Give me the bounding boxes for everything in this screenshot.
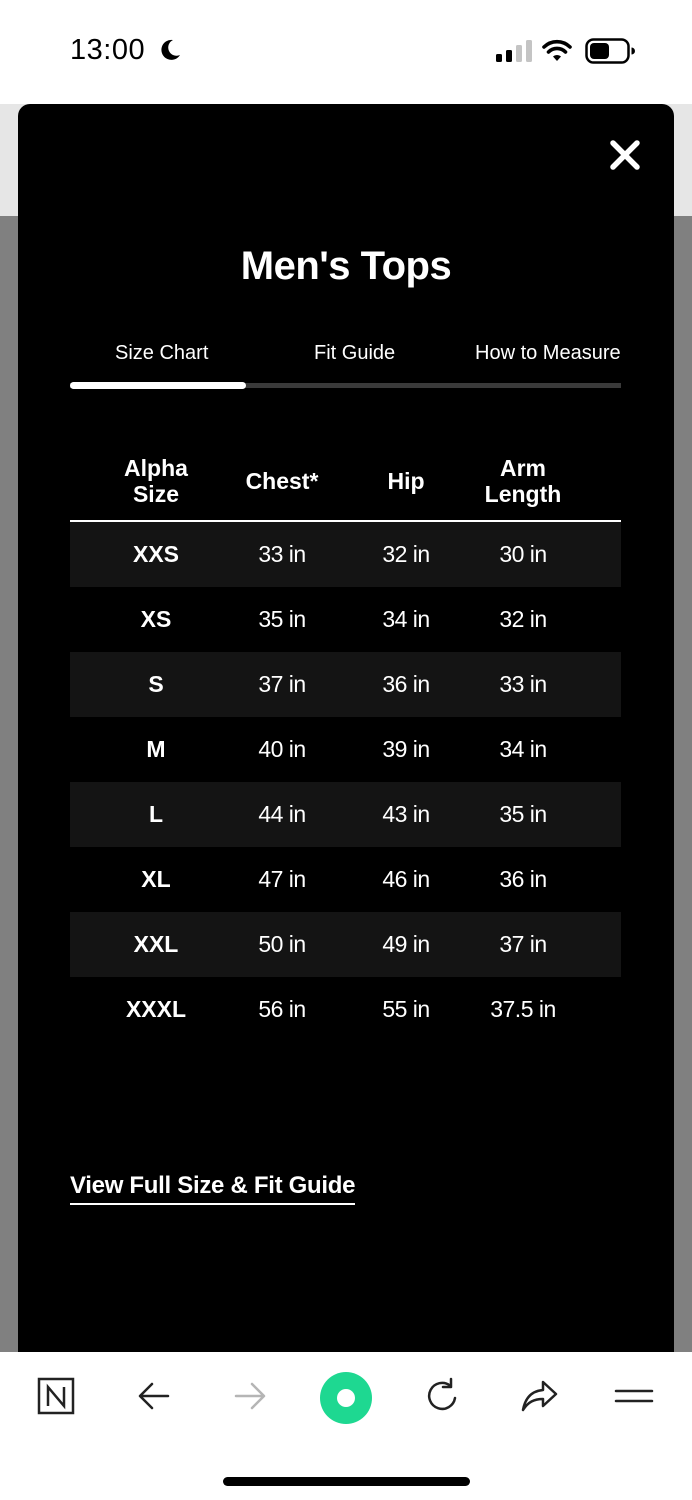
- header-alpha-line1: Alpha: [124, 455, 188, 481]
- assistant-icon: [319, 1371, 373, 1425]
- header-arm-line2: Length: [484, 481, 562, 507]
- cell-chest: 44 in: [258, 801, 306, 827]
- cell-size: L: [148, 801, 164, 827]
- cell-chest: 37 in: [258, 671, 306, 697]
- cell-size: XXS: [132, 541, 180, 567]
- cell-arm: 37.5 in: [490, 996, 556, 1022]
- status-time: 13:00: [70, 34, 146, 66]
- cell-chest: 56 in: [258, 996, 306, 1022]
- cell-arm: 32 in: [499, 606, 547, 632]
- cell-chest: 50 in: [258, 931, 306, 957]
- active-tab-indicator: [70, 382, 246, 389]
- cell-size: S: [148, 671, 164, 697]
- moon-icon: [158, 38, 182, 62]
- cell-arm: 34 in: [499, 736, 547, 762]
- wifi-icon: [541, 38, 573, 62]
- cell-size: XXL: [133, 931, 179, 957]
- cell-hip: 39 in: [382, 736, 430, 762]
- notion-app-icon: [35, 1375, 77, 1417]
- cell-hip: 34 in: [382, 606, 430, 632]
- header-alpha-line2: Size: [132, 481, 179, 507]
- reload-button[interactable]: [418, 1372, 466, 1420]
- table-row: [70, 652, 621, 717]
- forward-button[interactable]: [226, 1372, 274, 1420]
- reload-icon: [422, 1376, 462, 1416]
- cell-arm: 35 in: [499, 801, 547, 827]
- cell-chest: 47 in: [258, 866, 306, 892]
- forward-arrow-icon: [230, 1376, 270, 1416]
- cell-chest: 40 in: [258, 736, 306, 762]
- table-row: [70, 587, 621, 652]
- size-chart-modal: [18, 104, 674, 1352]
- cell-arm: 30 in: [499, 541, 547, 567]
- cell-hip: 43 in: [382, 801, 430, 827]
- cell-arm: 37 in: [499, 931, 547, 957]
- table-row: [70, 782, 621, 847]
- assistant-button[interactable]: [318, 1370, 374, 1426]
- header-hip: Hip: [387, 468, 425, 494]
- cell-arm: 36 in: [499, 866, 547, 892]
- share-button[interactable]: [515, 1372, 563, 1420]
- back-button[interactable]: [130, 1372, 178, 1420]
- cell-hip: 49 in: [382, 931, 430, 957]
- cell-chest: 35 in: [258, 606, 306, 632]
- browser-toolbar: [0, 1352, 692, 1500]
- table-header: [70, 440, 621, 522]
- cell-size: M: [146, 736, 166, 762]
- view-full-size-fit-guide-link[interactable]: View Full Size & Fit Guide: [70, 1172, 355, 1205]
- header-chest: Chest*: [245, 468, 319, 494]
- tab-fit-guide[interactable]: Fit Guide: [314, 342, 396, 364]
- cell-hip: 32 in: [382, 541, 430, 567]
- menu-icon: [612, 1376, 656, 1416]
- table-row: [70, 912, 621, 977]
- share-icon: [519, 1376, 559, 1416]
- cell-hip: 46 in: [382, 866, 430, 892]
- header-alpha-size: [96, 440, 216, 522]
- table-row: [70, 977, 621, 1042]
- modal-title: Men's Tops: [240, 244, 452, 288]
- cell-hip: 55 in: [382, 996, 430, 1022]
- table-row: [70, 847, 621, 912]
- close-icon[interactable]: [608, 138, 642, 172]
- back-arrow-icon: [134, 1376, 174, 1416]
- cell-size: XL: [141, 866, 171, 892]
- header-arm-length: [460, 440, 586, 522]
- status-bar: [0, 0, 692, 104]
- home-indicator: [223, 1477, 470, 1486]
- tab-size-chart[interactable]: Size Chart: [115, 342, 209, 364]
- tab-how-to-measure[interactable]: How to Measure: [475, 342, 621, 364]
- cell-chest: 33 in: [258, 541, 306, 567]
- cell-arm: 33 in: [499, 671, 547, 697]
- notion-app-button[interactable]: [32, 1372, 80, 1420]
- cell-size: XXXL: [125, 996, 187, 1022]
- cellular-signal-icon: [496, 40, 532, 62]
- header-arm-line1: Arm: [499, 455, 546, 481]
- cell-hip: 36 in: [382, 671, 430, 697]
- table-row: [70, 522, 621, 587]
- cell-size: XS: [140, 606, 172, 632]
- battery-icon: [585, 38, 635, 64]
- menu-button[interactable]: [610, 1372, 658, 1420]
- table-row: [70, 717, 621, 782]
- size-table: [70, 440, 621, 1042]
